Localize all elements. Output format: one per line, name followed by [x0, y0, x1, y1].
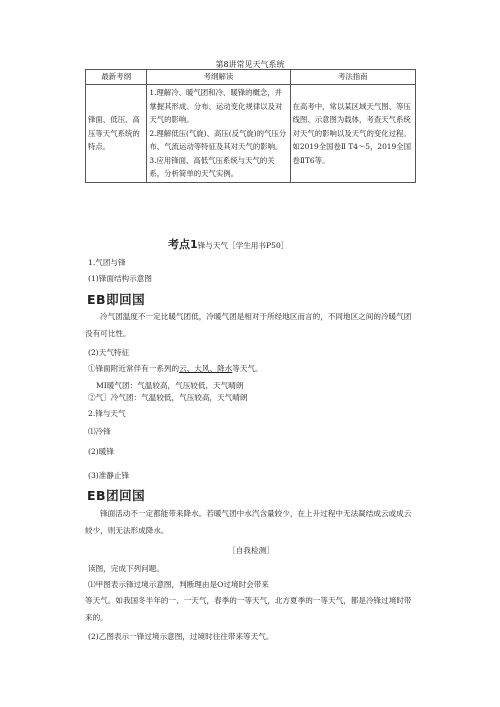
kaodian-text: 锋与天气［学生用书P50］: [197, 241, 289, 250]
section-front-weather: 2.锋与天气: [88, 409, 126, 418]
front-weather-underlined: 云、大风、降水: [179, 364, 233, 373]
kaodian-heading: [168, 236, 288, 252]
tip-banner-2: EB团回国: [87, 488, 146, 503]
kaodian-number: 考点1: [168, 238, 198, 251]
table-header-row: [86, 70, 416, 85]
front-weather-line: [88, 363, 263, 374]
question-1: ⑴甲图表示锋过境示意图，判断理由是O过境时会带来: [88, 580, 269, 589]
page-title: 第8讲常见天气系统: [215, 60, 285, 69]
section-air-mass-front: 1.气团与锋: [88, 258, 126, 267]
header-outline-interpretation: 考纲解读: [147, 70, 290, 85]
header-exam-guide: 考法指南: [290, 70, 415, 85]
exam-outline-table: [85, 69, 416, 183]
interpretation-item-1: 1.理解冷、暖气团和冷、暖锋的概念，并掌握其形成、分布、运动变化规律以及对天气的影响。: [149, 88, 283, 124]
stationary-front-label: (3)准静止锋: [88, 471, 130, 480]
header-latest-outline: 最新考纲: [86, 70, 147, 85]
table-row: [86, 85, 416, 183]
interpretation-item-2: 2.理解低压(气旋)、高压(反气旋)的气压分布、气流运动等特征及其对天气的影响。: [149, 128, 287, 151]
self-check-heading: ［自我检测］: [228, 546, 274, 555]
cold-front-label: ⑴冷锋: [88, 427, 111, 436]
weather-features-heading: (2)天气特征: [88, 348, 130, 357]
front-weather-suffix: 等天气。: [232, 364, 263, 373]
front-structure-diagram-label: (1)锋面结构示意图: [88, 274, 152, 283]
tip-banner-1: EB即回国: [87, 292, 146, 307]
cold-air-mass-line: ②气］冷气团：气温较低，气压较高，天气晴朗: [88, 393, 248, 402]
question-intro: 读图，完成下列问题。: [88, 564, 164, 573]
cell-outline-interpretation: [147, 85, 290, 183]
cell-exam-guide: 在高考中，常以某区域天气图、等压线图、示意图为载体，考查天气系统对天气的影响以及天气的变化过程。如2019全国卷Ⅱ T4～5，2019全国卷ⅡT6等。: [290, 85, 415, 183]
tip-paragraph-2: 锋面活动不一定都能带来降水。若暖气团中水汽含量较少，在上升过程中无法凝结成云或成云较少，则无法形成降水。: [85, 509, 412, 535]
interpretation-item-3: 3.应用锋面、高低气压系统与天气的关系，分析简单的天气实例。: [149, 155, 275, 178]
question-1-continued: 等天气。如我国冬半年的一、一天气，春季的一等天气，北方夏季的一等天气，都是冷锋过境时带来的。: [85, 596, 412, 622]
question-2: (2)乙图表示一锋过境示意图，过境时往往带来等天气。: [88, 632, 274, 641]
warm-air-mass-line: MI暖气团：气温较高，气压较低，天气晴朗: [96, 381, 244, 390]
front-weather-prefix: ①锋面附近常伴有一系列的: [88, 364, 180, 373]
warm-front-label: (2)暖锋: [88, 447, 114, 456]
cell-latest-outline: 锋面、低压、高压等天气系统的特点。: [86, 85, 147, 183]
tip-paragraph-1: 冷气团温度不一定比暖气团低，冷暖气团是相对于所经地区而言的，不同地区之间的冷暖气团没有可比性。: [85, 312, 412, 338]
